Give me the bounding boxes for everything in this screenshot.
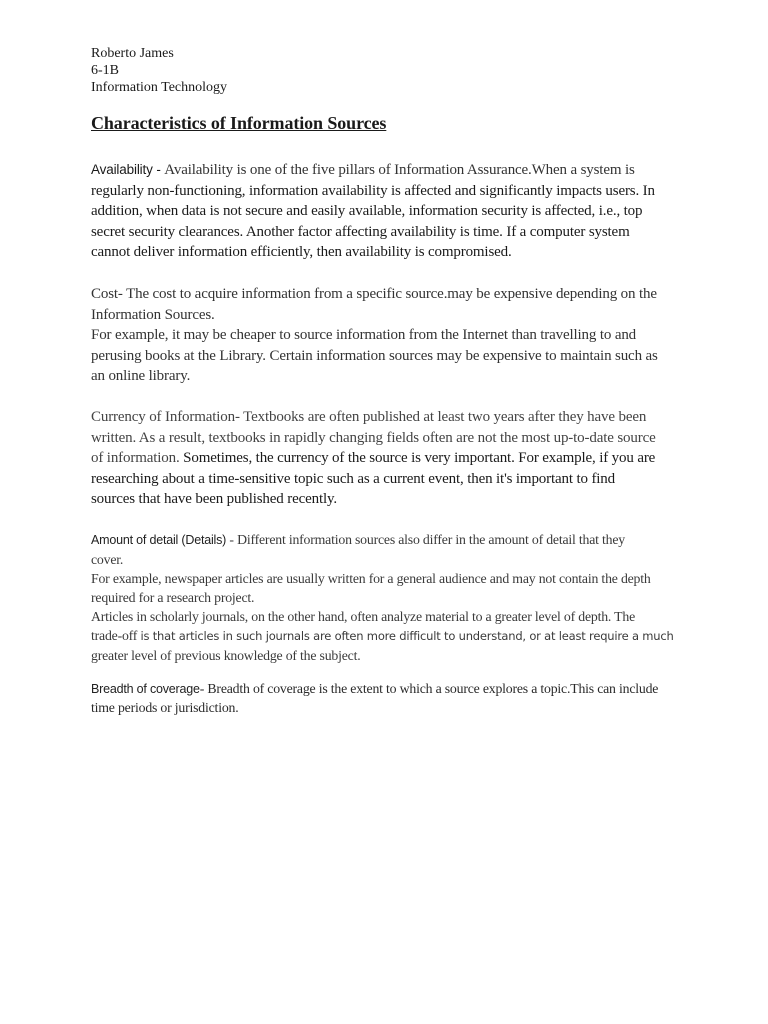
availability-line-3: addition, when data is not secure and easily available, information security is affected, i.e., top	[91, 203, 643, 220]
amount-lead: Amount of detail (Details)	[91, 533, 230, 547]
availability-line-2: regularly non-functioning, information availability is affected and significantly impacts users. In	[91, 182, 655, 199]
subject-name: Information Technology	[91, 80, 228, 95]
currency-paragraph	[91, 407, 685, 510]
document-title: Characteristics of Information Sources	[91, 113, 387, 133]
availability-line-1: Availability - Availability is one of the five pillars of Information Assurance.When a system is	[91, 162, 635, 178]
class-name: 6-1B	[91, 63, 119, 78]
amount-line-7: greater level of previous knowledge of the subject.	[91, 648, 361, 663]
author-name: Roberto James	[91, 46, 174, 61]
availability-paragraph	[91, 160, 685, 263]
currency-line-4: researching about a time-sensitive topic such as a current event, then it's important to find	[91, 470, 616, 487]
cost-paragraph	[91, 284, 685, 387]
amount-line-5: Articles in scholarly journals, on the other hand, often analyze material to a greater level of depth. The	[91, 609, 636, 624]
breadth-of-coverage-paragraph	[91, 680, 685, 716]
breadth-line-1: Breadth of coverage- Breadth of coverage is the extent to which a source explores a topic.This can include	[91, 681, 659, 696]
cost-line-2: Information Sources.	[91, 306, 215, 323]
amount-line-2: cover.	[91, 552, 124, 567]
cost-line-5: an online library.	[91, 368, 191, 385]
currency-line-3: of information. Sometimes, the currency of the source is very important. For example, if you are	[91, 450, 656, 467]
cost-line-3: For example, it may be cheaper to source information from the Internet than travelling to and	[91, 327, 637, 344]
amount-of-detail-paragraph	[91, 530, 685, 665]
currency-line-1: Currency of Information- Textbooks are often published at least two years after they have been	[91, 409, 647, 425]
currency-line-2: written. As a result, textbooks in rapidly changing fields often are not the most up-to-date source	[91, 429, 656, 446]
currency-line-5: sources that have been published recently.	[91, 491, 337, 508]
availability-lead: Availability -	[91, 162, 165, 177]
amount-line-3: For example, newspaper articles are usually written for a general audience and may not contain the depth	[91, 571, 651, 586]
availability-line-5: cannot deliver information efficiently, then availability is compromised.	[91, 244, 512, 261]
availability-line-4: secret security clearances. Another factor affecting availability is time. If a computer system	[91, 223, 630, 240]
amount-line-4: required for a research project.	[91, 590, 255, 605]
cost-line-4: perusing books at the Library. Certain information sources may be expensive to maintain such as	[91, 347, 658, 364]
amount-line-6: trade-off is that articles in such journals are often more difficult to understand, or at least require a much	[91, 628, 674, 643]
document-header	[91, 45, 227, 96]
cost-line-1: Cost- The cost to acquire information from a specific source.may be expensive depending on the	[91, 286, 657, 302]
breadth-line-2: time periods or jurisdiction.	[91, 699, 239, 715]
amount-line-1: Amount of detail (Details) - Different information sources also differ in the amount of detail that they	[91, 532, 625, 547]
breadth-lead: Breadth of coverage	[91, 682, 200, 696]
